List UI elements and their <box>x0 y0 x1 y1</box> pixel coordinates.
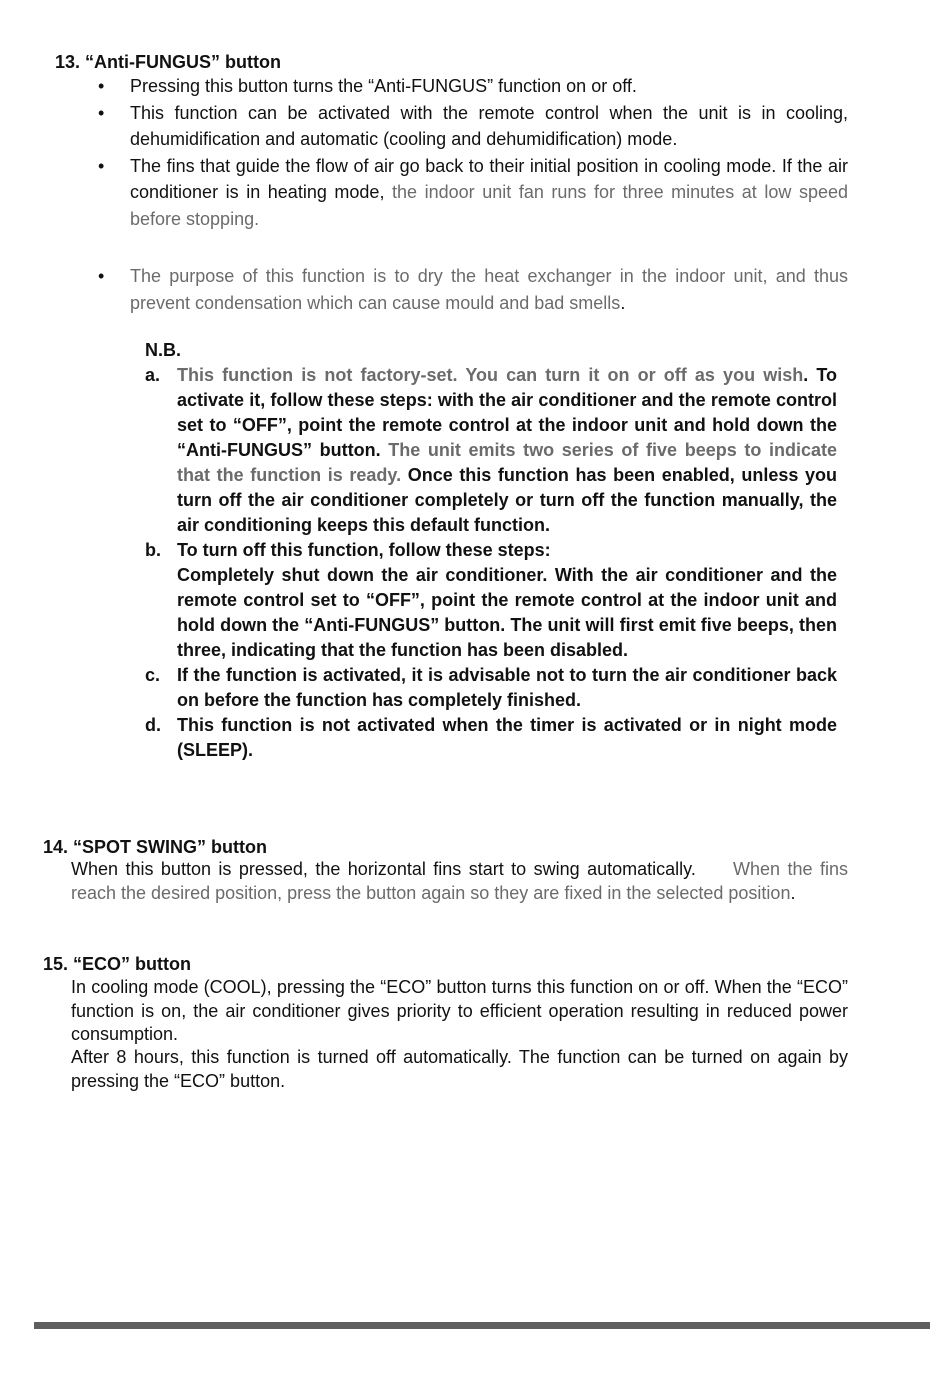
section-15-paragraph-2: After 8 hours, this function is turned off automatically. The function can be turned on again by pressing the “ECO” button. <box>71 1047 848 1091</box>
section-15-paragraph-1: In cooling mode (COOL), pressing the “ECO” button turns this function on or off. When the “ECO” function is on, the air conditioner gives priority to efficient operation resulting in reduced power consumption. <box>71 977 848 1044</box>
section-14-text: When this button is pressed, the horizontal fins start to swing automatically. When the fins reach the desired position, press the button again so they are fixed in the selected position. <box>71 859 848 903</box>
section-14-heading: 14. “SPOT SWING” button <box>43 837 267 857</box>
bullet-item: • This function can be activated with the remote control when the unit is in cooling, dehumidification and automatic (cooling and dehumidification) mode. <box>96 100 848 153</box>
nb-item-c: c. If the function is activated, it is advisable not to turn the air conditioner back on before the function has completely finished. <box>145 665 837 710</box>
section-13-bullets <box>96 73 848 232</box>
section-13-heading: 13. “Anti-FUNGUS” button <box>55 52 281 72</box>
nb-list <box>145 363 837 763</box>
section-13-bullets-purpose <box>96 263 848 316</box>
nb-label: a. <box>145 365 161 385</box>
nb-item-b-lead: To turn off this function, follow these steps: <box>177 540 551 560</box>
nb-item-b-text: Completely shut down the air conditioner. With the air conditioner and the remote control set to “OFF”, point the remote control at the indoor unit and hold down the “Anti-FUNGUS” button. The unit will first emit five beeps, then three, indicating that the function has been disabled. <box>177 565 837 660</box>
bullet-item: • Pressing this button turns the “Anti-FUNGUS” function on or off. <box>96 73 848 100</box>
bullet-item: • The fins that guide the flow of air go back to their initial position in cooling mode. If the air conditioner is in heating mode, the indoor unit fan runs for three minutes at low speed before stopping. <box>96 153 848 233</box>
section-15-heading: 15. “ECO” button <box>43 954 191 974</box>
bullet-item: • The purpose of this function is to dry the heat exchanger in the indoor unit, and thus prevent condensation which can cause mould and bad smells. <box>96 263 848 316</box>
nb-item-a: a. This function is not factory-set. You can turn it on or off as you wish. To activate it, follow these steps: with the air conditioner and the remote control set to “OFF”, point the remote control at the indoor unit and hold down the “Anti-FUNGUS” button. The unit emits two series of five beeps to indicate that the function is ready. Once this function has been enabled, unless you turn off the air conditioner completely or turn off the function manually, the air conditioning keeps this default function. <box>145 365 837 535</box>
nb-label: b. <box>145 540 161 560</box>
nb-label: c. <box>145 665 161 685</box>
footer-rule <box>34 1322 930 1329</box>
nb-item-d: d. This function is not activated when the timer is activated or in night mode (SLEEP). <box>145 715 837 760</box>
nb-item-b <box>145 538 837 663</box>
nb-label: d. <box>145 715 161 735</box>
nb-title: N.B. <box>145 340 181 360</box>
